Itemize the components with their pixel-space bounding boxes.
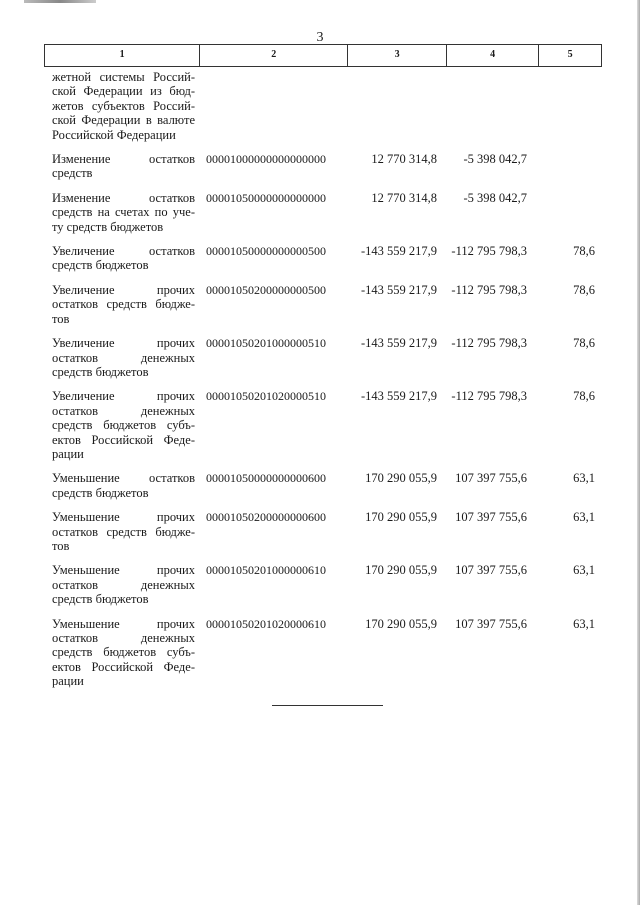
row-fact: 107 397 755,6 (455, 510, 527, 525)
row-name: Увеличение прочих остатков денежных средств бюджетов (52, 336, 195, 379)
row-name: Уменьшение прочих остатков денежных средств бюджетов субъ-ектов Российской Феде-рации (52, 616, 195, 689)
row-code: 00001050201020000610 (206, 616, 326, 631)
row-code: 00001000000000000000 (206, 152, 326, 167)
header-col-2: 2 (200, 45, 348, 66)
row-fact: -112 795 798,3 (451, 282, 527, 297)
scan-artifact (24, 0, 96, 3)
row-code (199, 70, 347, 142)
row-code: 00001050201020000510 (206, 389, 326, 404)
row-fact: 107 397 755,6 (455, 471, 527, 486)
row-percent: 78,6 (573, 336, 595, 351)
table-row (44, 510, 602, 553)
row-name: Изменение остатков средств на счетах по уче-ту средств бюджетов (52, 190, 195, 234)
row-code: 00001050201000000610 (206, 563, 326, 578)
page-number: 3 (316, 30, 324, 45)
row-fact: -112 795 798,3 (451, 389, 527, 404)
row-percent (537, 152, 599, 181)
table-row (44, 152, 602, 181)
row-plan: -143 559 217,9 (360, 336, 437, 351)
row-percent: 78,6 (573, 282, 595, 297)
header-col-3: 3 (348, 45, 446, 66)
row-percent: 63,1 (573, 563, 595, 578)
header-col-5: 5 (539, 45, 602, 66)
row-plan: 170 290 055,9 (365, 563, 437, 578)
row-fact: -5 398 042,7 (463, 152, 527, 167)
row-name: Увеличение остатков средств бюджетов (52, 244, 195, 273)
row-fact: 107 397 755,6 (455, 563, 527, 578)
row-percent: 78,6 (573, 389, 595, 404)
row-code: 00001050000000000600 (206, 471, 326, 486)
row-code: 00001050200000000500 (206, 282, 326, 297)
end-divider (272, 705, 383, 706)
table-row (44, 70, 602, 142)
row-name: жетной системы Россий-ской Федерации из бюд-жетов субъектов Россий-ской Федерации в валюте Российской Федерации (52, 70, 195, 142)
row-code: 00001050201000000510 (206, 336, 326, 351)
row-plan: -143 559 217,9 (360, 244, 437, 259)
row-percent (537, 70, 599, 142)
row-percent: 78,6 (573, 244, 595, 259)
row-plan: 12 770 314,8 (371, 190, 437, 205)
row-name: Уменьшение прочих остатков средств бюдже-тов (52, 510, 195, 553)
row-name: Увеличение прочих остатков денежных средств бюджетов субъ-ектов Российской Феде-рации (52, 389, 195, 461)
row-name: Увеличение прочих остатков средств бюдже-тов (52, 282, 195, 326)
row-code: 00001050200000000600 (206, 510, 326, 525)
row-plan: -143 559 217,9 (360, 389, 437, 404)
row-percent: 63,1 (573, 510, 595, 525)
table-row (44, 191, 602, 234)
table-header (44, 44, 602, 67)
row-code: 00001050000000000000 (206, 190, 326, 205)
row-plan (347, 70, 445, 142)
table-row (44, 336, 602, 379)
row-name: Уменьшение остатков средств бюджетов (52, 471, 195, 500)
row-percent (537, 191, 599, 234)
row-code: 00001050000000000500 (206, 244, 326, 259)
row-plan: 12 770 314,8 (371, 152, 437, 167)
budget-table (44, 44, 602, 689)
row-fact: -112 795 798,3 (451, 244, 527, 259)
row-fact: 107 397 755,6 (455, 616, 527, 631)
row-name: Уменьшение прочих остатков денежных средств бюджетов (52, 563, 195, 607)
header-col-1: 1 (45, 45, 200, 66)
row-plan: 170 290 055,9 (365, 616, 437, 631)
table-row (44, 389, 602, 461)
row-fact: -112 795 798,3 (451, 336, 527, 351)
table-row (44, 617, 602, 689)
row-fact (445, 70, 537, 142)
row-plan: 170 290 055,9 (365, 510, 437, 525)
table-row (44, 471, 602, 500)
header-col-4: 4 (447, 45, 540, 66)
row-plan: -143 559 217,9 (360, 282, 437, 297)
row-percent: 63,1 (573, 471, 595, 486)
table-row (44, 283, 602, 326)
row-fact: -5 398 042,7 (463, 190, 527, 205)
table-row (44, 244, 602, 273)
row-plan: 170 290 055,9 (365, 471, 437, 486)
row-name: Изменение остатков средств (52, 152, 195, 181)
row-percent: 63,1 (573, 616, 595, 631)
table-row (44, 563, 602, 606)
